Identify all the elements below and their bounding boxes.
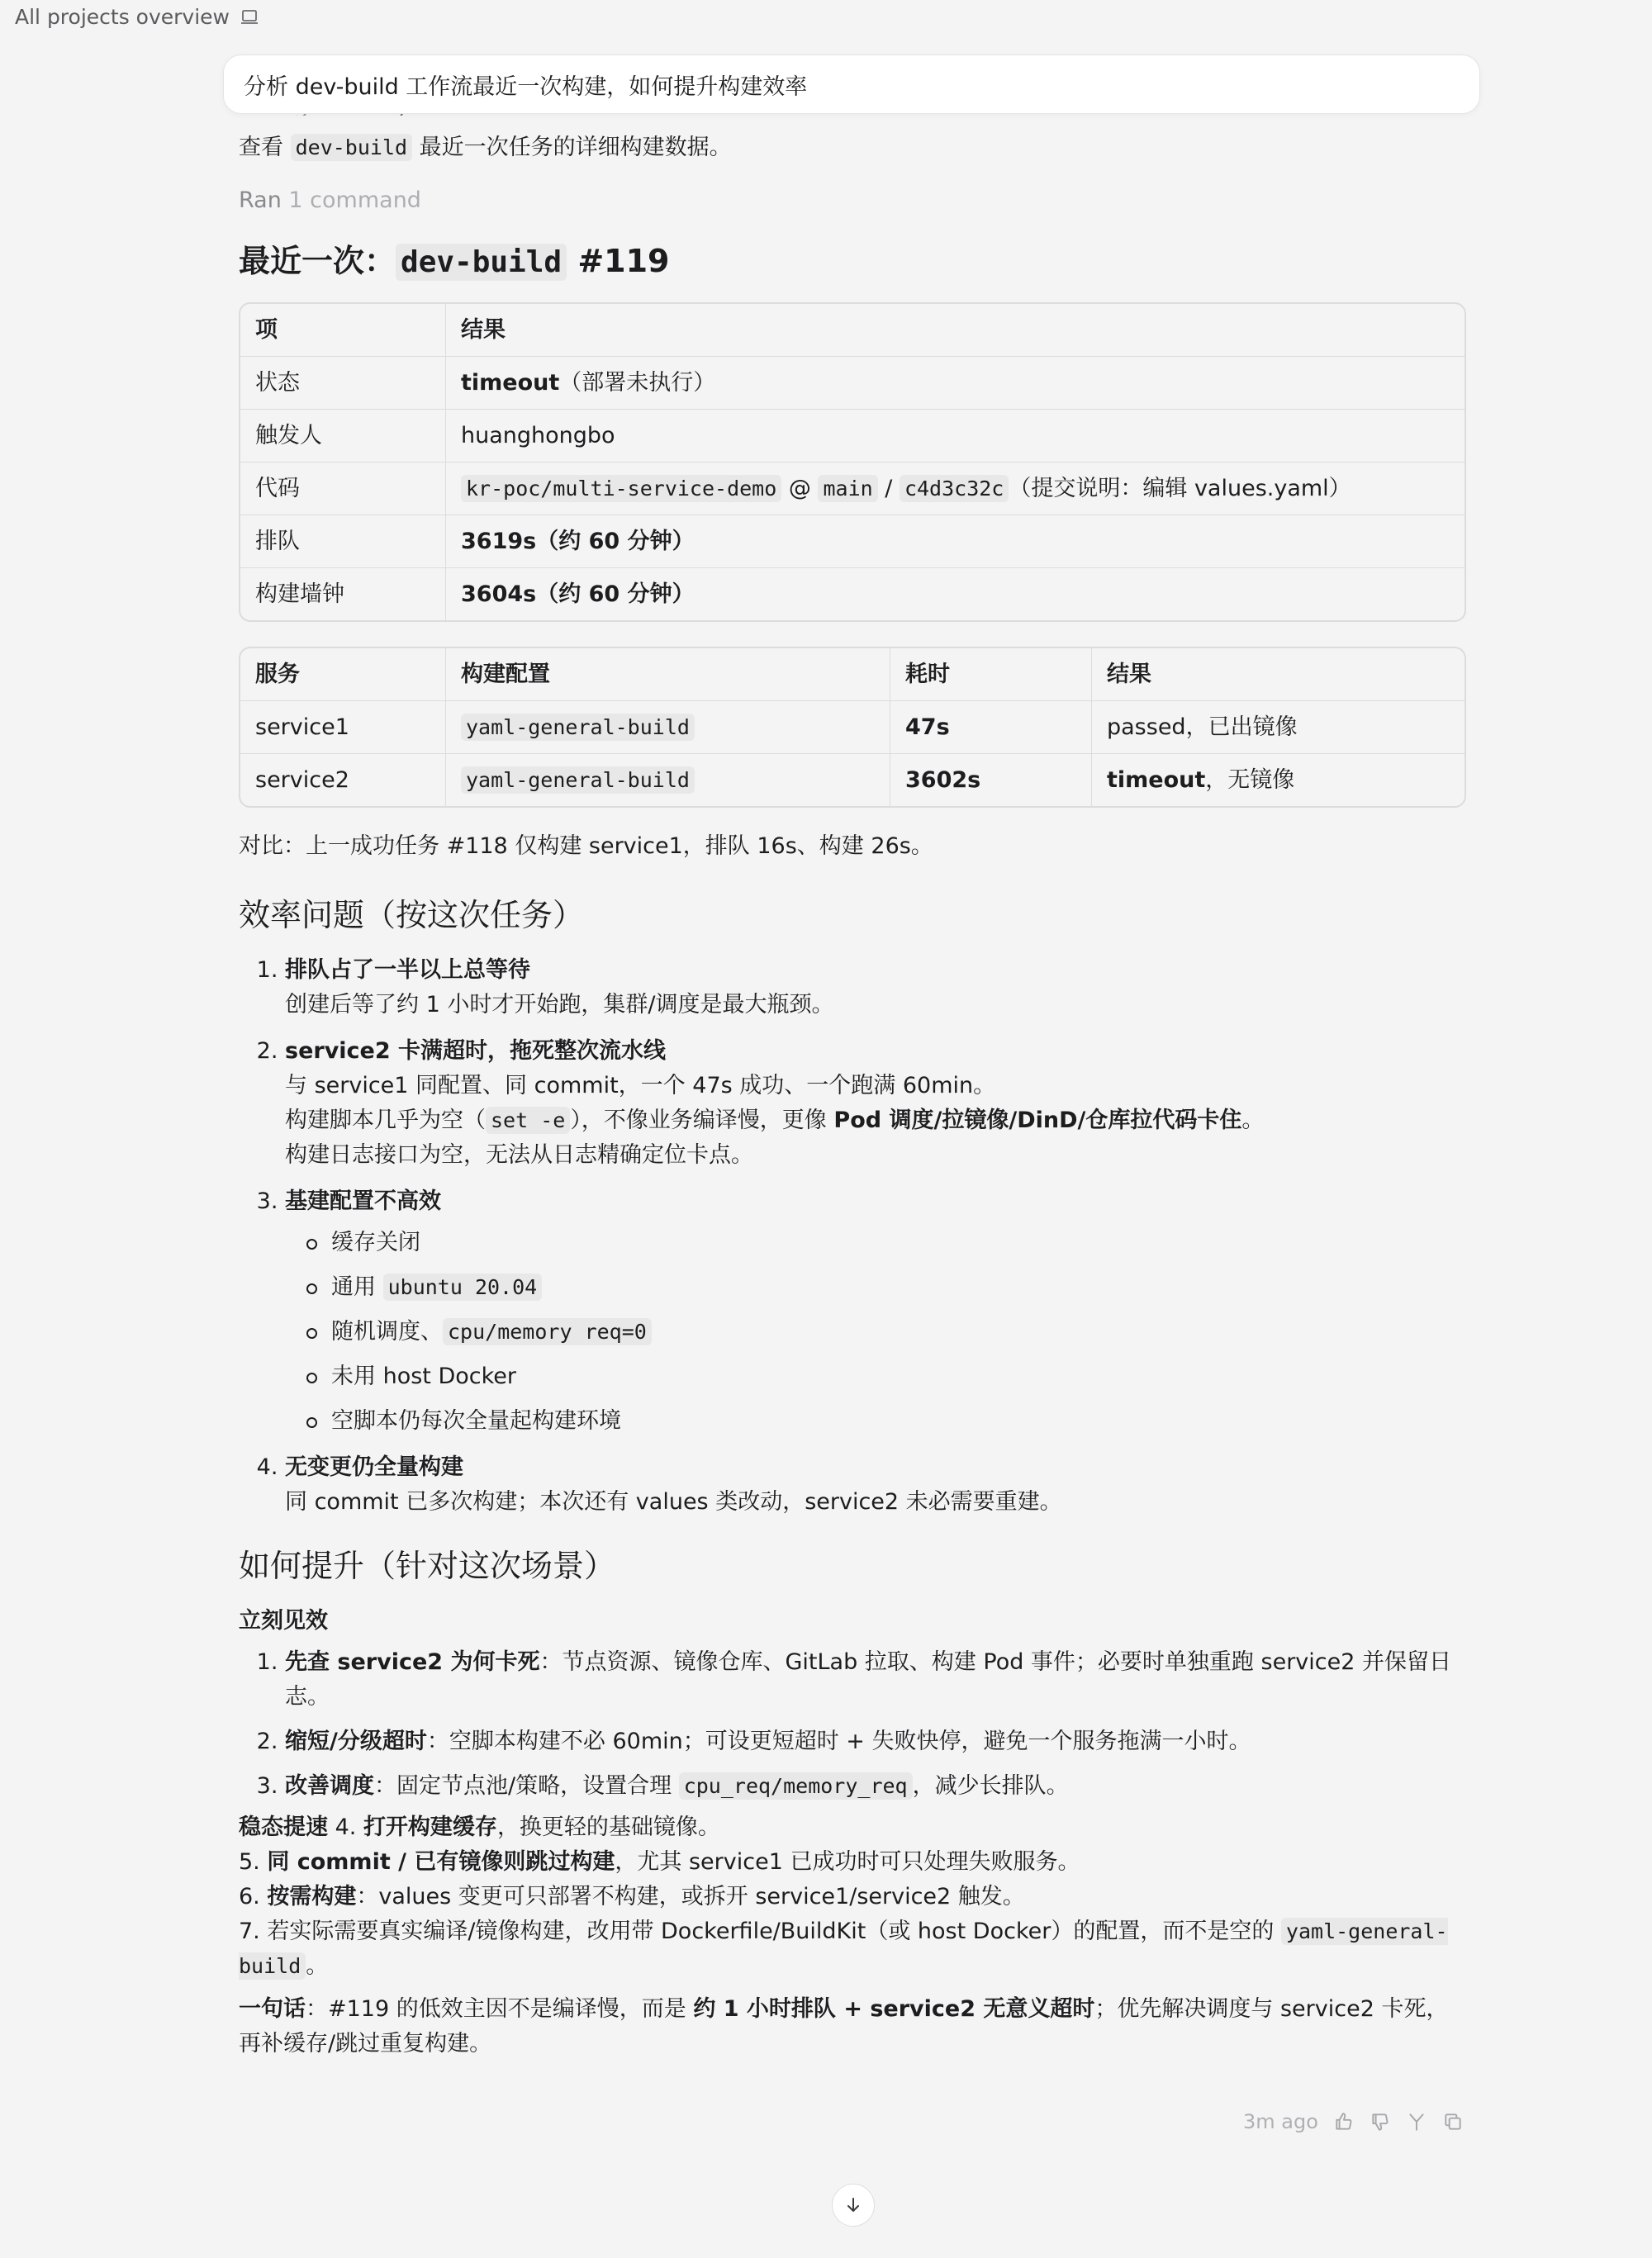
sub-item: 缓存关闭 [306, 1226, 1466, 1260]
problem-line: 创建后等了约 1 小时才开始跑，集群/调度是最大瓶颈。 [285, 992, 834, 1018]
row-value [446, 357, 1464, 410]
heading-before: 最近一次： [239, 243, 396, 279]
list-item [285, 1184, 1466, 1439]
sub-before: 通用 [331, 1274, 383, 1300]
cell-result [1092, 701, 1464, 754]
branch-code: main [818, 475, 877, 502]
config-code: yaml-general-build [461, 766, 695, 794]
cell-time: 47s [890, 701, 1092, 754]
line-before: 构建脚本几乎为空（ [285, 1108, 486, 1133]
message-footer [1243, 2110, 1464, 2133]
repo-code: kr-poc/multi-service-demo [461, 475, 781, 502]
improve-heading: 如何提升（针对这次场景） [239, 1548, 616, 1584]
item-rest: ：空脚本构建不必 60min；可设更短超时 + 失败快停，避免一个服务拖满一小时。 [426, 1729, 1251, 1754]
item-bold: 先查 service2 为何卡死 [285, 1649, 540, 1675]
breadcrumb[interactable] [15, 5, 259, 29]
problems-list [239, 953, 1466, 1520]
list-item [285, 953, 1466, 1022]
header-result: 结果 [446, 304, 1464, 357]
result-text: passed，已出镜像 [1107, 714, 1298, 740]
steady-block [239, 1810, 1466, 1984]
list-item [285, 1450, 1466, 1520]
steady-line [239, 1914, 1466, 1984]
summary-table [239, 302, 1466, 622]
header-service: 服务 [240, 648, 446, 701]
oneliner-label: 一句话 [239, 1996, 306, 2022]
header-config: 构建配置 [446, 648, 890, 701]
sub-code: cpu/memory req=0 [443, 1318, 652, 1345]
intro-after: 最近一次任务的详细构建数据。 [412, 135, 732, 160]
row-value: 3619s（约 60 分钟） [446, 515, 1464, 568]
row-label: 排队 [240, 515, 446, 568]
sub-item: 未用 host Docker [306, 1359, 1466, 1394]
item-code: cpu_req/memory_req [679, 1772, 913, 1800]
cell-config [446, 701, 890, 754]
thumbs-down-icon[interactable] [1370, 2111, 1391, 2132]
item-num: 5. [239, 1849, 268, 1875]
table-row [240, 463, 1464, 515]
slash-sep: / [877, 475, 900, 501]
sub-list [285, 1226, 1466, 1439]
item-after: 。 [306, 1953, 329, 1979]
table-row [240, 515, 1464, 568]
status-bold: timeout [461, 369, 560, 396]
heading-after: #119 [567, 243, 670, 279]
heading-code: dev-build [396, 244, 567, 281]
steady-label: 稳态提速 [239, 1814, 328, 1840]
status-rest: （部署未执行） [559, 369, 716, 396]
problem-title: 3. 基建配置不高效 [285, 1188, 441, 1214]
oneliner-after: ；优先解决调度与 service2 卡死，再补缓存/跳过重复构建。 [239, 1996, 1449, 2056]
intro-before: 查看 [239, 135, 291, 160]
window-icon [240, 7, 259, 27]
commit-note: （提交说明：编辑 values.yaml） [1009, 475, 1351, 501]
cell-config [446, 754, 890, 806]
cell-service: service2 [240, 754, 446, 806]
oneliner-text [239, 1992, 1466, 2061]
compare-text: 对比：上一成功任务 #118 仅构建 service1，排队 16s、构建 26s。 [239, 833, 933, 859]
list-item [285, 1724, 1466, 1759]
item-bold: 缩短/分级超时 [285, 1729, 427, 1754]
ran-suffix: 1 command [288, 187, 421, 213]
breadcrumb-label: All projects overview [15, 5, 230, 29]
item-rest: ，换更轻的基础镜像。 [496, 1814, 720, 1840]
row-label: 状态 [240, 357, 446, 410]
problem-title: 2. service2 卡满超时，拖死整次流水线 [285, 1038, 667, 1064]
commit-code: c4d3c32c [900, 475, 1009, 502]
table-row [240, 357, 1464, 410]
oneliner-bold: 约 1 小时排队 + service2 无意义超时 [693, 1996, 1095, 2022]
line-bold: Pod 调度/拉镜像/DinD/仓库拉代码卡住 [833, 1108, 1242, 1133]
line-code: set -e [486, 1107, 570, 1134]
sub-code: ubuntu 20.04 [383, 1274, 543, 1301]
sub-item [306, 1270, 1466, 1305]
timestamp: 3m ago [1243, 2110, 1318, 2133]
item-bold: 打开构建缓存 [363, 1814, 497, 1840]
improve-list [239, 1645, 1466, 1804]
thumbs-up-icon[interactable] [1333, 2111, 1355, 2132]
item-rest: ：固定节点池/策略，设置合理 [374, 1773, 679, 1799]
copy-icon[interactable] [1442, 2111, 1464, 2132]
row-value: 3604s（约 60 分钟） [461, 581, 695, 607]
item-before: 7. 若实际需要真实编译/镜像构建，改用带 Dockerfile/BuildKit（或 host Docker）的配置，而不是空的 [239, 1919, 1281, 1944]
oneliner-before: ：#119 的低效主因不是编译慢，而是 [306, 1996, 694, 2022]
scroll-down-button[interactable] [832, 2184, 875, 2227]
table-row [240, 701, 1464, 754]
item-code: yaml-general-build [239, 1919, 1448, 1978]
row-value [446, 463, 1464, 515]
result-text: ，无镜像 [1205, 766, 1295, 793]
problem-line: 与 service1 同配置、同 commit，一个 47s 成功、一个跑满 60min。 [285, 1073, 996, 1098]
row-label: 触发人 [240, 410, 446, 463]
services-table [239, 647, 1466, 808]
item-rest: ，尤其 service1 已成功时可只处理失败服务。 [615, 1849, 1080, 1875]
problems-heading: 效率问题（按这次任务） [239, 897, 585, 933]
sub-before: 随机调度、 [331, 1319, 443, 1345]
list-item [285, 1645, 1466, 1715]
sub-item: 空脚本仍每次全量起构建环境 [306, 1404, 1466, 1439]
row-value: huanghongbo [446, 410, 1464, 463]
item-rest: ：values 变更可只部署不构建，或拆开 service1/service2 触发。 [356, 1884, 1025, 1909]
line-mid: ），不像业务编译慢，更像 [570, 1108, 834, 1133]
header-item: 项 [240, 304, 446, 357]
item-bold: 按需构建 [267, 1884, 357, 1909]
user-prompt [223, 55, 1480, 114]
arrow-down-icon [843, 2195, 863, 2215]
table-row [240, 568, 1464, 620]
header-time: 耗时 [890, 648, 1092, 701]
intro-text [239, 130, 1466, 165]
problem-line: 构建日志接口为空，无法从日志精确定位卡点。 [285, 1142, 753, 1168]
table-row [240, 754, 1464, 806]
cell-time: 3602s [890, 754, 1092, 806]
cell-service: service1 [240, 701, 446, 754]
config-code: yaml-general-build [461, 714, 695, 741]
table-header-row [240, 304, 1464, 357]
result-bold: timeout [1107, 766, 1206, 793]
list-item [285, 1769, 1466, 1804]
steady-line [239, 1810, 1466, 1845]
steady-line [239, 1845, 1466, 1880]
ran-command-toggle[interactable] [239, 183, 1466, 218]
item-bold: 改善调度 [285, 1773, 374, 1799]
row-label: 代码 [240, 463, 446, 515]
assistant-response [239, 97, 1466, 2061]
header-result: 结果 [1092, 648, 1464, 701]
list-item [285, 1034, 1466, 1173]
prompt-text: 分析 dev-build 工作流最近一次构建，如何提升构建效率 [244, 74, 808, 100]
problem-title: 4. 无变更仍全量构建 [285, 1454, 463, 1480]
at-sign: @ [781, 475, 819, 501]
item-num: 6. [239, 1884, 268, 1909]
intro-code: dev-build [291, 134, 412, 161]
immediate-label: 立刻见效 [239, 1608, 328, 1634]
item-num: 4. [328, 1814, 363, 1840]
problem-line: 同 commit 已多次构建；本次还有 values 类改动，service2 未必需要重建。 [285, 1489, 1062, 1515]
item-rest: ：节点资源、镜像仓库、GitLab 拉取、构建 Pod 事件；必要时单独重跑 service2 并保留日志。 [285, 1649, 1451, 1710]
steady-line [239, 1880, 1466, 1914]
fork-icon[interactable] [1406, 2111, 1427, 2132]
build-heading [239, 240, 1466, 284]
item-rest-after: ，减少长排队。 [912, 1773, 1069, 1799]
sub-item [306, 1315, 1466, 1350]
problem-line [285, 1103, 1466, 1138]
problem-title: 1. 排队占了一半以上总等待 [285, 957, 530, 983]
row-label: 构建墙钟 [240, 568, 446, 620]
table-header-row [240, 648, 1464, 701]
line-end: 。 [1241, 1108, 1265, 1133]
ran-prefix: Ran [239, 187, 282, 213]
cell-result [1092, 754, 1464, 806]
table-row [240, 410, 1464, 463]
item-bold: 同 commit / 已有镜像则跳过构建 [267, 1849, 615, 1875]
